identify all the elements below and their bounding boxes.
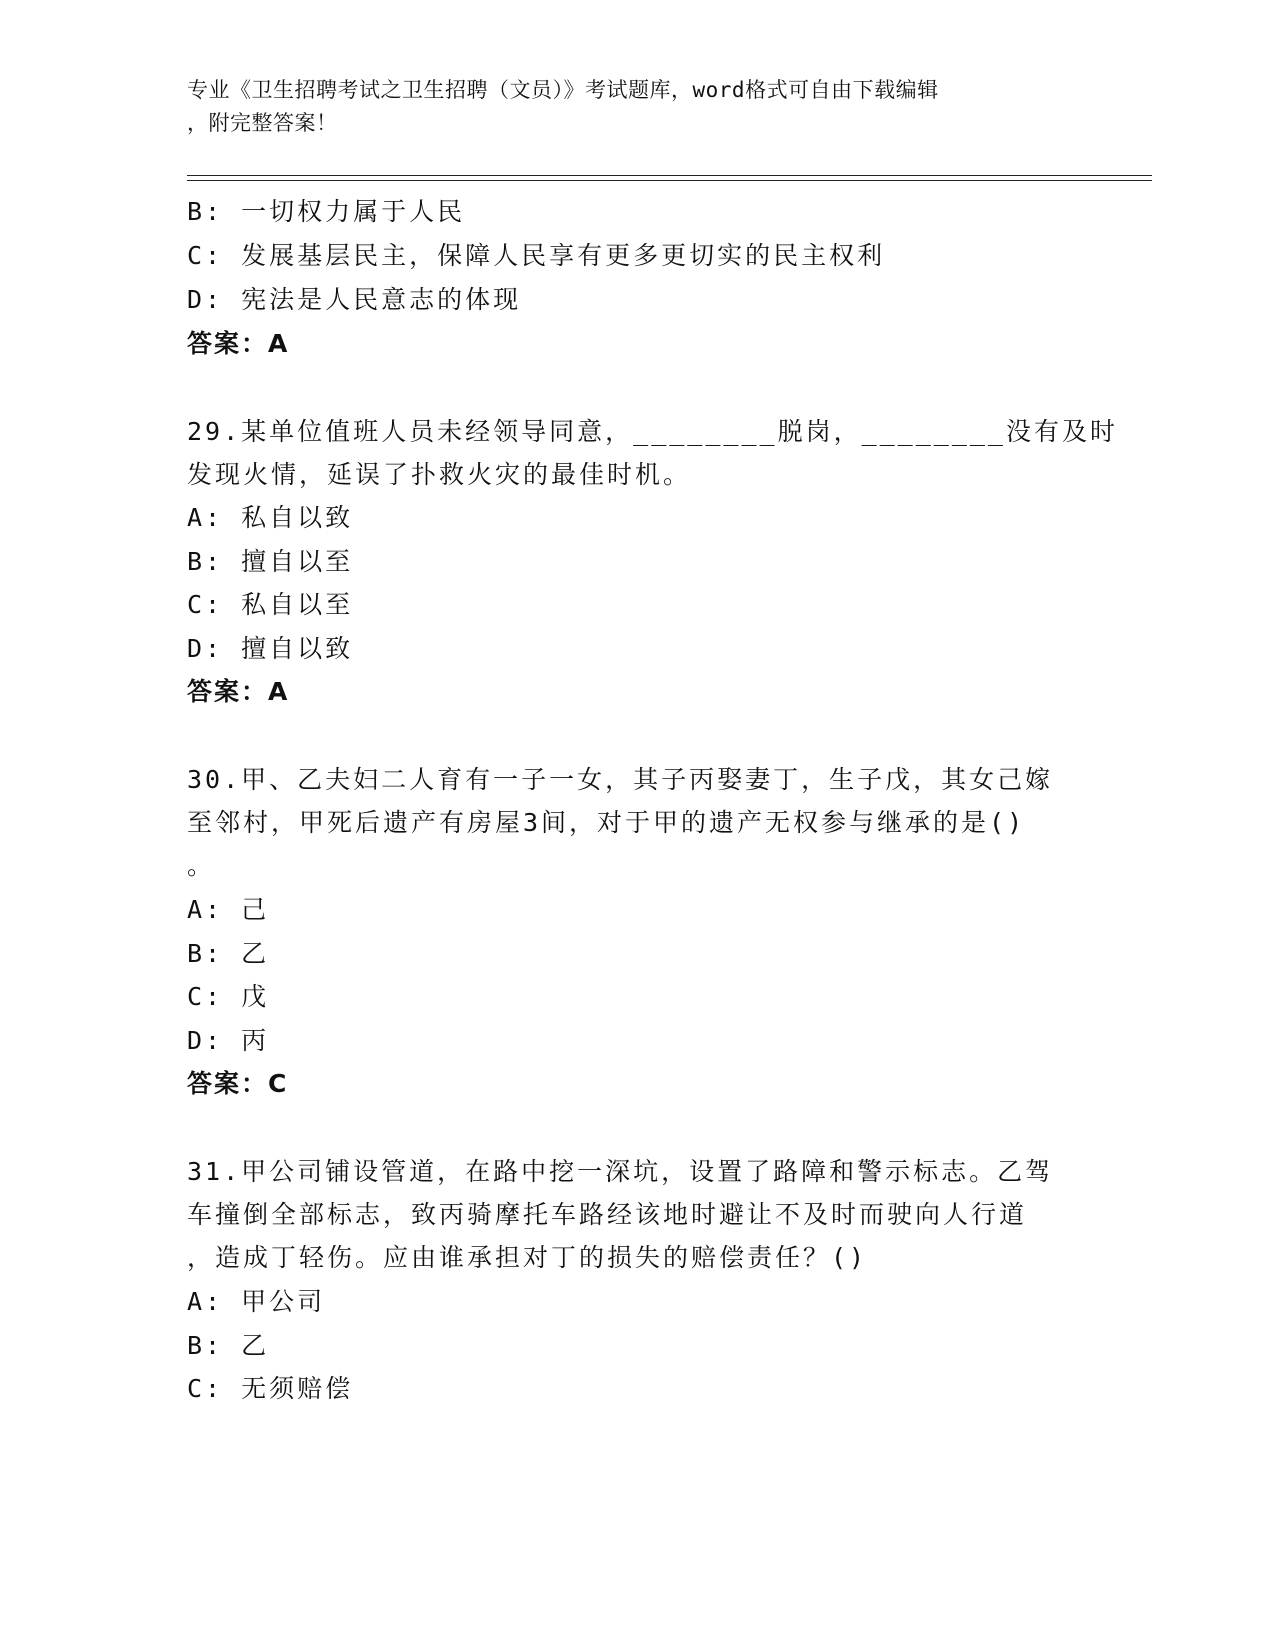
q30-stem-line-1: 30.甲、乙夫妇二人育有一子一女，其子丙娶妻丁，生子戊，其女己嫁: [187, 765, 1054, 794]
q29-option-d: D: 擅自以致: [187, 634, 354, 663]
q29-stem-line-1: 29.某单位值班人员未经领导同意，________脱岗，________没有及时: [187, 417, 1118, 446]
header-line-1: 专业《卫生招聘考试之卫生招聘（文员）》考试题库，word格式可自由下载编辑: [187, 78, 939, 102]
q28-option-c: C: 发展基层民主，保障人民享有更多更切实的民主权利: [187, 241, 886, 270]
q31-option-a: A: 甲公司: [187, 1287, 326, 1316]
q30-stem-line-3: 。: [187, 851, 216, 880]
q30-stem-line-2: 至邻村，甲死后遗产有房屋3间，对于甲的遗产无权参与继承的是(): [187, 808, 1026, 837]
q29-answer: 答案：A: [187, 677, 290, 706]
q28-option-b: B: 一切权力属于人民: [187, 197, 466, 226]
q30-option-d: D: 丙: [187, 1026, 270, 1055]
q30-option-c: C: 戊: [187, 982, 270, 1011]
q29-stem-line-2: 发现火情，延误了扑救火灾的最佳时机。: [187, 460, 692, 489]
document-header: [187, 74, 1067, 140]
q29-option-a: A: 私自以致: [187, 503, 354, 532]
q31-option-c: C: 无须赔偿: [187, 1374, 354, 1403]
header-rule-top: [187, 175, 1152, 176]
q29-option-b: B: 擅自以至: [187, 547, 354, 576]
q28-answer: 答案：A: [187, 329, 290, 358]
header-rule-bottom: [187, 180, 1152, 181]
q28-option-d: D: 宪法是人民意志的体现: [187, 285, 522, 314]
q31-stem-line-2: 车撞倒全部标志，致丙骑摩托车路经该地时避让不及时而驶向人行道: [187, 1200, 1028, 1229]
q30-option-b: B: 乙: [187, 939, 270, 968]
header-line-2: ，附完整答案！: [187, 111, 338, 135]
q31-stem-line-3: ，造成丁轻伤。应由谁承担对丁的损失的赔偿责任？(): [187, 1243, 868, 1272]
q30-answer: 答案：C: [187, 1069, 289, 1098]
q31-option-b: B: 乙: [187, 1331, 270, 1360]
q29-option-c: C: 私自以至: [187, 590, 354, 619]
q30-option-a: A: 己: [187, 895, 270, 924]
q31-stem-line-1: 31.甲公司铺设管道，在路中挖一深坑，设置了路障和警示标志。乙驾: [187, 1157, 1054, 1186]
